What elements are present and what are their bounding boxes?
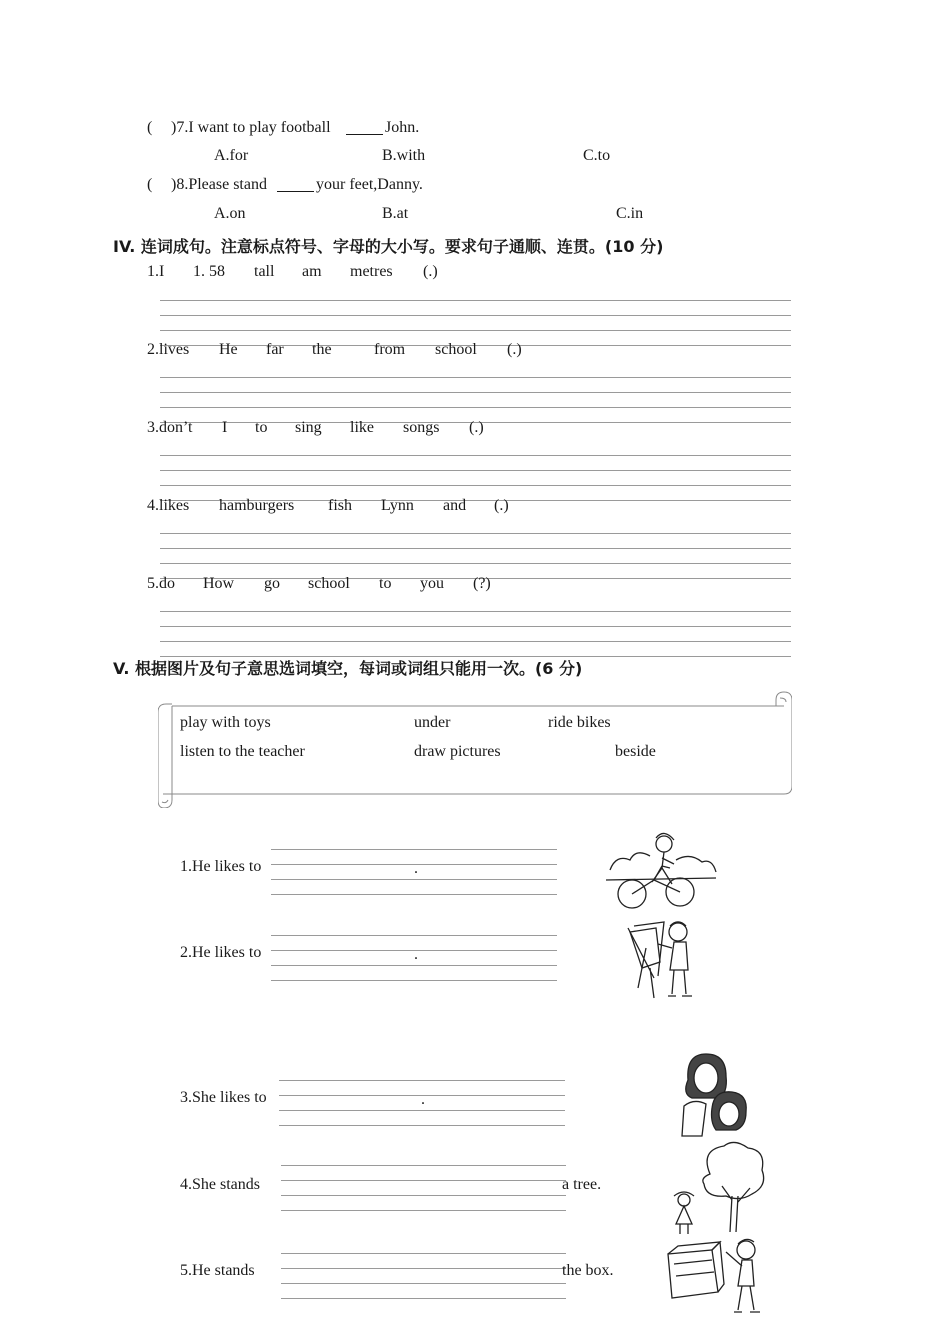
section-4-title: IV. 连词成句。注意标点符号、字母的大小写。要求句子通顺、连贯。(10 分) <box>113 237 664 256</box>
word: metres <box>350 263 393 280</box>
writing-lines[interactable] <box>281 1165 566 1211</box>
word: I <box>222 419 228 436</box>
word-bank-item: play with toys <box>180 714 271 731</box>
section-5-title: V. 根据图片及句子意思选词填空，每词或词组只能用一次。(6 分) <box>113 659 583 678</box>
question-stem: )7.I want to play football <box>171 119 331 136</box>
writing-lines[interactable] <box>160 300 791 346</box>
answer-paren-7[interactable]: ( <box>147 119 153 136</box>
writing-lines[interactable] <box>160 377 791 423</box>
word: 1.I <box>147 263 165 280</box>
sentence-prefix: 5.He stands <box>180 1262 255 1279</box>
sentence-prefix: 1.He likes to <box>180 858 262 875</box>
sentence-prefix: 4.She stands <box>180 1176 260 1193</box>
writing-lines[interactable] <box>160 611 791 657</box>
writing-lines[interactable] <box>160 533 791 579</box>
option-c[interactable]: C.in <box>616 205 644 222</box>
word: you <box>420 575 444 592</box>
word: songs <box>403 419 440 436</box>
boy-drawing-picture <box>624 918 698 1004</box>
sentence-suffix: a tree. <box>562 1176 602 1193</box>
word: to <box>255 419 268 436</box>
word: (.) <box>507 341 522 358</box>
word: Lynn <box>381 497 414 514</box>
word: the <box>312 341 332 358</box>
option-b[interactable]: B.with <box>382 147 426 164</box>
writing-lines[interactable] <box>160 455 791 501</box>
word: school <box>308 575 350 592</box>
question-tail: your feet,Danny. <box>316 176 423 193</box>
sentence-dot: . <box>414 946 418 963</box>
word: tall <box>254 263 275 280</box>
word: from <box>374 341 406 358</box>
word: sing <box>295 419 322 436</box>
word: (.) <box>423 263 438 280</box>
woman-and-girl-picture <box>672 1050 750 1140</box>
writing-lines[interactable] <box>281 1253 566 1299</box>
word: 5.do <box>147 575 175 592</box>
word: far <box>266 341 284 358</box>
sentence-suffix: the box. <box>562 1262 614 1279</box>
word-bank-item: under <box>414 714 451 731</box>
word: hamburgers <box>219 497 295 514</box>
word: fish <box>328 497 352 514</box>
word: go <box>264 575 280 592</box>
word: 1. 58 <box>193 263 225 280</box>
word: He <box>219 341 238 358</box>
blank-line[interactable] <box>346 134 383 135</box>
sentence-dot: . <box>421 1091 425 1108</box>
option-b[interactable]: B.at <box>382 205 409 222</box>
sentence-prefix: 3.She likes to <box>180 1089 267 1106</box>
word-bank-item: listen to the teacher <box>180 743 305 760</box>
boy-riding-bike-picture <box>606 830 718 912</box>
question-stem: )8.Please stand <box>171 176 267 193</box>
word-bank-item: draw pictures <box>414 743 501 760</box>
word: (?) <box>473 575 491 592</box>
word: am <box>302 263 322 280</box>
word: (.) <box>494 497 509 514</box>
word: and <box>443 497 467 514</box>
option-a[interactable]: A.for <box>214 147 249 164</box>
word: to <box>379 575 392 592</box>
question-tail: John. <box>385 119 420 136</box>
girl-under-tree-picture <box>660 1140 768 1236</box>
word: school <box>435 341 477 358</box>
boy-beside-box-picture <box>664 1236 768 1318</box>
word-bank-item: beside <box>615 743 656 760</box>
word: 4.likes <box>147 497 190 514</box>
word: How <box>203 575 235 592</box>
word: 3.don’t <box>147 419 193 436</box>
answer-paren-8[interactable]: ( <box>147 176 153 193</box>
word: 2.lives <box>147 341 190 358</box>
word-bank-item: ride bikes <box>548 714 611 731</box>
blank-line[interactable] <box>277 191 314 192</box>
word: (.) <box>469 419 484 436</box>
word: like <box>350 419 374 436</box>
option-a[interactable]: A.on <box>214 205 246 222</box>
option-c[interactable]: C.to <box>583 147 611 164</box>
sentence-prefix: 2.He likes to <box>180 944 262 961</box>
sentence-dot: . <box>414 860 418 877</box>
